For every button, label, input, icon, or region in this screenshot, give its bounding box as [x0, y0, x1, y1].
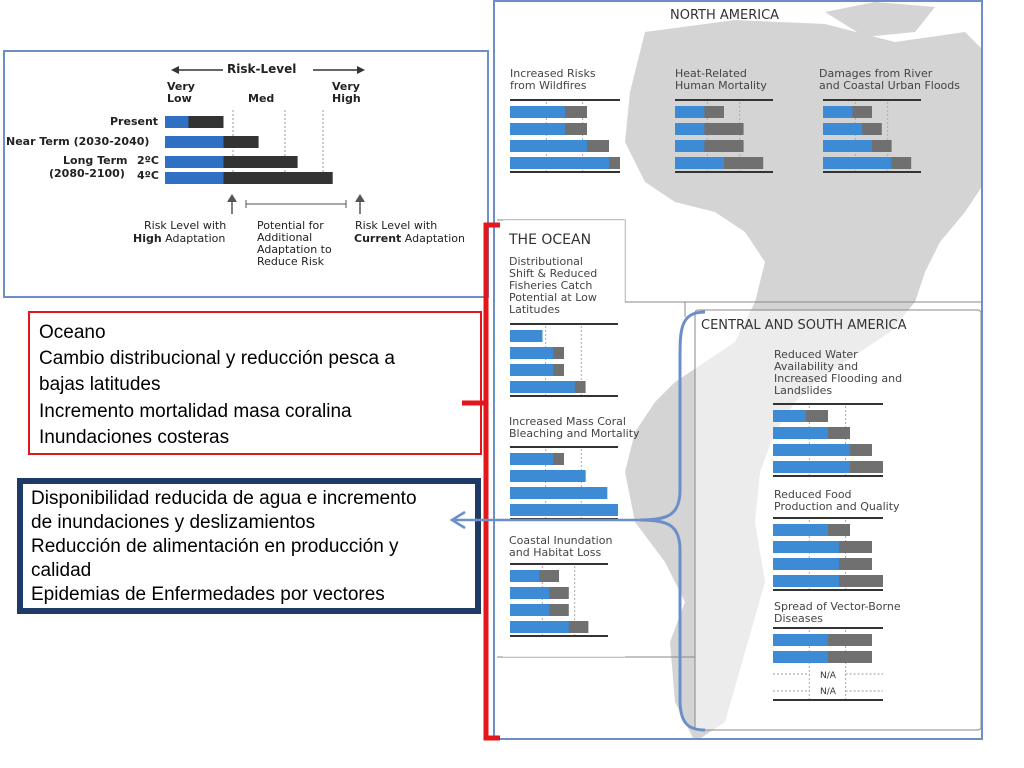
risk-bar-blue	[675, 157, 724, 169]
csa-line: Reducción de alimentación en producción y	[31, 536, 399, 557]
risk-bar-blue	[773, 541, 839, 553]
legend-bar-blue	[165, 156, 224, 168]
risk-bar-blue	[773, 461, 850, 473]
risk-bar-blue	[823, 157, 892, 169]
oceano-line: bajas latitudes	[39, 374, 161, 395]
risk-bar-blue	[510, 621, 569, 633]
risk-bar-blue	[510, 140, 587, 152]
legend-note-high-2: High Adaptation	[133, 232, 226, 245]
legend-row-long-term: Long Term	[63, 154, 128, 167]
legend-row-present: Present	[110, 115, 159, 128]
risk-bar-blue	[823, 123, 862, 135]
chart-title-heat-mortality: Heat-Related Human Mortality	[675, 67, 767, 92]
risk-bar-blue	[773, 427, 828, 439]
chart-title-water-availability: Reduced Water Availability and Increased Flooding and Landslides	[774, 348, 903, 397]
risk-bar-blue	[510, 381, 575, 393]
oceano-line: Cambio distribucional y reducción pesca a	[39, 348, 395, 369]
legend-bar-blue	[165, 136, 224, 148]
risk-bar-blue	[510, 570, 539, 582]
oceano-line: Incremento mortalidad masa coralina	[39, 401, 352, 422]
oceano-line: Oceano	[39, 322, 106, 343]
chart-title-wildfires: Increased Risks from Wildfires	[510, 67, 596, 92]
legend-temp-4c: 4ºC	[137, 169, 159, 182]
chart-title-fisheries: Distributional Shift & Reduced Fisheries Catch Potential at Low Latitudes	[509, 255, 598, 316]
legend-note-current-1: Risk Level with	[355, 219, 438, 232]
legend-note-potential: Potential for Additional Adaptation to Reduce Risk	[257, 219, 332, 268]
csa-line: Epidemias de Enfermedades por vectores	[31, 584, 385, 605]
risk-bar-blue	[773, 634, 828, 646]
risk-bar-blue	[675, 106, 704, 118]
risk-bar-blue	[510, 157, 609, 169]
na-label: N/A	[820, 671, 836, 681]
risk-bar-blue	[773, 410, 806, 422]
north-america-title: NORTH AMERICA	[670, 8, 780, 23]
legend-arrowhead-right	[357, 66, 365, 74]
risk-bar-blue	[510, 487, 607, 499]
risk-bar-blue	[675, 140, 704, 152]
legend-row-near-term: Near Term (2030-2040)	[6, 135, 150, 148]
legend-up-arrowhead-high	[227, 194, 237, 202]
risk-bar-blue	[510, 330, 542, 342]
legend-med: Med	[248, 92, 275, 105]
risk-bar-blue	[510, 587, 549, 599]
legend-up-arrowhead-current	[355, 194, 365, 202]
chart-title-floods: Damages from River and Coastal Urban Floods	[819, 67, 961, 92]
risk-bar-blue	[823, 140, 872, 152]
legend-note-high-1: Risk Level with	[144, 219, 227, 232]
risk-bar-blue	[773, 444, 850, 456]
na-label: N/A	[820, 687, 836, 697]
legend-row-2080-2100: (2080-2100)	[49, 167, 125, 180]
central-south-america-summary-box	[17, 478, 481, 614]
risk-bar-blue	[510, 453, 553, 465]
chart-title-food-production: Reduced Food Production and Quality	[774, 488, 900, 513]
legend-very-high: Very High	[332, 80, 361, 105]
csa-line: de inundaciones y deslizamientos	[31, 512, 316, 533]
oceano-summary-box	[28, 311, 482, 455]
risk-level-legend	[3, 50, 489, 298]
ocean-title: THE OCEAN	[509, 232, 592, 248]
chart-title-coral: Increased Mass Coral Bleaching and Mortality	[509, 415, 640, 440]
risk-bar-blue	[510, 347, 553, 359]
legend-arrowhead-left	[171, 66, 179, 74]
csa-title: CENTRAL AND SOUTH AMERICA	[701, 318, 907, 333]
risk-bar-blue	[773, 575, 839, 587]
legend-note-current-2: Current Adaptation	[354, 232, 465, 245]
risk-bar-blue	[773, 651, 828, 663]
csa-line: calidad	[31, 560, 92, 581]
risk-bar-blue	[823, 106, 852, 118]
legend-bar-blue	[165, 172, 224, 184]
risk-bar-blue	[510, 604, 549, 616]
risk-bar-blue	[510, 106, 565, 118]
csa-line: Disponibilidad reducida de agua e incremento	[31, 488, 417, 509]
oceano-line: Inundaciones costeras	[39, 427, 230, 448]
legend-title: Risk-Level	[227, 62, 297, 76]
map-land-shapes	[495, 2, 983, 740]
chart-title-coastal-inundation: Coastal Inundation and Habitat Loss	[509, 534, 613, 559]
risk-bar-blue	[510, 364, 553, 376]
regional-risk-map	[493, 0, 983, 740]
risk-bar-blue	[510, 504, 618, 516]
risk-bar-blue	[510, 470, 586, 482]
legend-temp-2c: 2ºC	[137, 154, 159, 167]
risk-bar-blue	[675, 123, 704, 135]
risk-bar-blue	[773, 558, 839, 570]
legend-very-low: Very Low	[167, 80, 195, 105]
legend-bar-blue	[165, 116, 188, 128]
risk-bar-blue	[510, 123, 565, 135]
chart-title-vector-diseases: Spread of Vector-Borne Diseases	[774, 600, 901, 625]
risk-bar-blue	[773, 524, 828, 536]
